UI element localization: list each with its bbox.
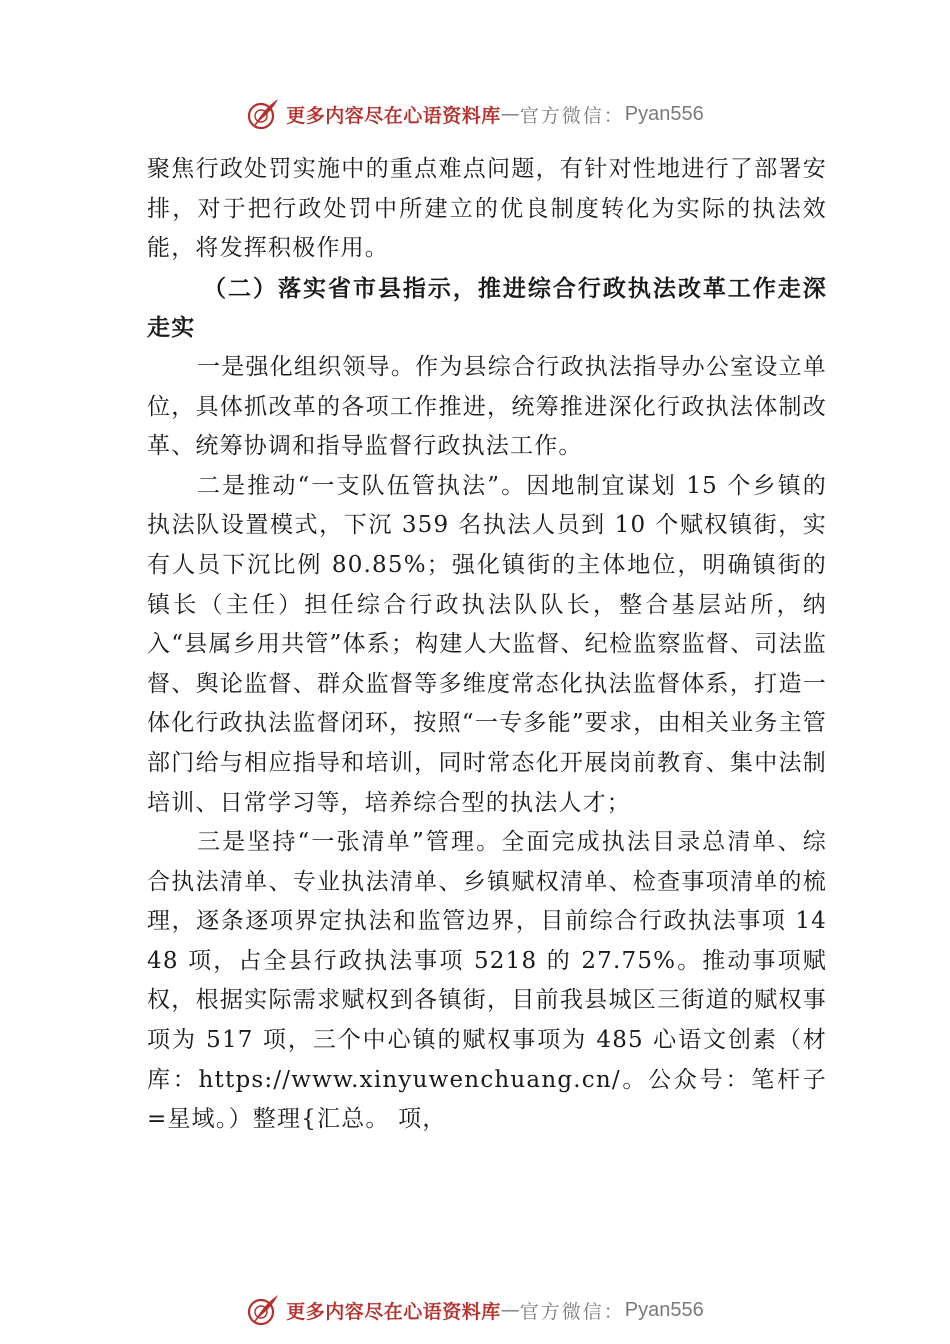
banner-wechat-label: 官方微信： [519, 1300, 625, 1323]
footer-banner [0, 1290, 950, 1330]
banner-wechat-label: 官方微信： [519, 104, 625, 127]
banner-wechat-id: Pyan556 [624, 1298, 704, 1321]
header-banner [0, 94, 950, 134]
paragraph-one-list: 三是坚持“一张清单”管理。全面完成执法目录总清单、综合执法清单、专业执法清单、乡镇赋权清单、检查事项清单的梳理，逐条逐项界定执法和监管边界，目前综合行政执法事项 1448 项，占全县行政执法事项 5218 的 27.75%。推动事项赋权，根据实际需求赋权到各镇街，目前我县城区三街道的赋权事项为 517 项，三个中心镇的赋权事项为 485 心语文创素（材库：https://www.xinyuwenchuang.cn/。公众号：笔杆子=星域。）整理{汇总。 项， [147, 829, 827, 1133]
paragraph-continued: 聚焦行政处罚实施中的重点难点问题，有针对性地进行了部署安排，对于把行政处罚中所建立的优良制度转化为实际的执法效能，将发挥积极作用。 [147, 156, 827, 262]
banner-brand: 更多内容尽在心语资料库 [286, 104, 501, 127]
document-body [147, 150, 827, 1140]
banner-wechat-id: Pyan556 [624, 102, 704, 125]
paragraph-one-team: 二是推动“一支队伍管执法”。因地制宜谋划 15 个乡镇的执法队设置模式，下沉 359 名执法人员到 10 个赋权镇街，实有人员下沉比例 80.85%；强化镇街的主体地位，明确镇街的镇长（主任）担任综合行政执法队队长，整合基层站所，纳入“县属乡用共管”体系；构建人大监督、纪检监察监督、司法监督、舆论监督、群众监督等多维度常态化执法监督体系，打造一体化行政执法监督闭环，按照“一专多能”要求，由相关业务主管部门给与相应指导和培训，同时常态化开展岗前教育、集中法制培训、日常学习等，培养综合型的执法人才； [147, 472, 827, 816]
banner-separator: — [500, 1299, 520, 1321]
quill-logo-icon [246, 97, 280, 131]
banner-brand: 更多内容尽在心语资料库 [286, 1300, 501, 1323]
quill-logo-icon [246, 1293, 280, 1327]
banner-separator: — [500, 103, 520, 125]
paragraph-organization: 一是强化组织领导。作为县综合行政执法指导办公室设立单位，具体抓改革的各项工作推进，统筹推进深化行政执法体制改革、统筹协调和指导监督行政执法工作。 [147, 353, 827, 460]
section-heading: （二）落实省市县指示，推进综合行政执法改革工作走深走实 [147, 274, 827, 342]
